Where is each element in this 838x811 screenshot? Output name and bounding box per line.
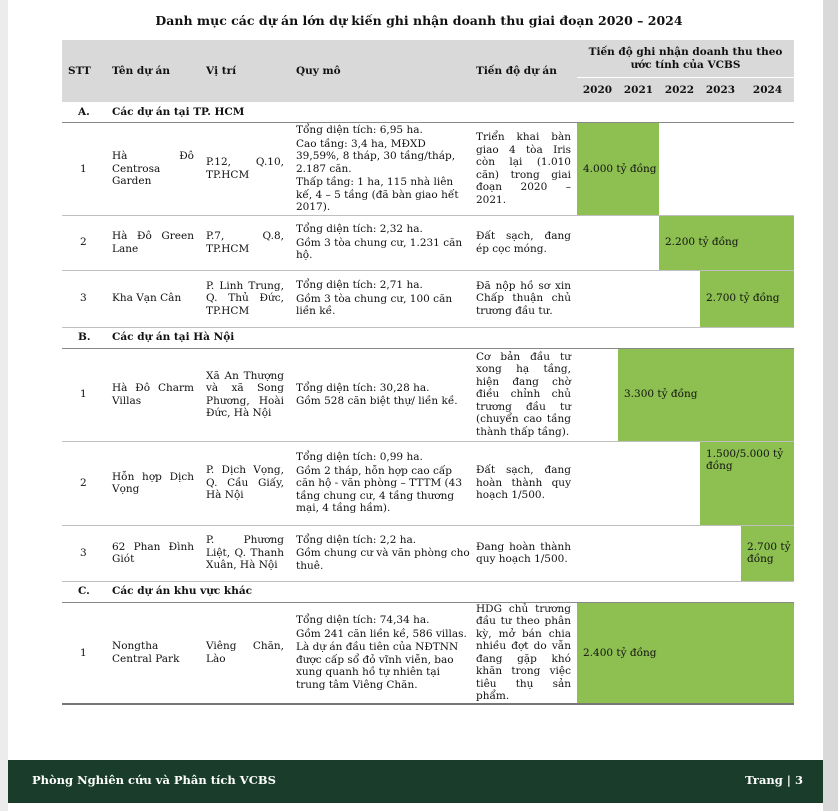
row-progress: HDG chủ trương đầu tư theo phân kỳ, mở bán chia nhiều đợt do vẫn đang gặp khó khăn trong việc tiêu thụ sản phẩm. bbox=[470, 602, 577, 704]
row-name: Hà Đô Centrosa Garden bbox=[106, 123, 200, 216]
section-row bbox=[62, 102, 794, 123]
row-stt: 3 bbox=[62, 270, 106, 327]
table-row bbox=[62, 270, 794, 327]
revenue-bar: 4.000 tỷ đồng bbox=[577, 123, 659, 216]
row-name: 62 Phan Đình Giót bbox=[106, 525, 200, 581]
row-scale bbox=[290, 270, 470, 327]
empty-cell bbox=[577, 270, 618, 327]
scale-line: Gồm 241 căn liền kề, 586 villas. bbox=[296, 627, 467, 640]
row-progress: Triển khai bàn giao 4 tòa Iris còn lại (1.010 căn) trong giai đoạn 2020 – 2021. bbox=[470, 123, 577, 216]
empty-cell bbox=[700, 123, 741, 216]
empty-cell bbox=[577, 215, 618, 270]
row-name: Hỗn hợp Dịch Vọng bbox=[106, 441, 200, 525]
scale-line: Thấp tầng: 1 ha, 115 nhà liên kế, 4 – 5 tầng (đã bàn giao hết 2017). bbox=[296, 176, 459, 213]
empty-cell bbox=[618, 525, 659, 581]
scale-line: Tổng diện tích: 2,71 ha. bbox=[296, 279, 423, 292]
row-progress: Đang hoàn thành quy hoạch 1/500. bbox=[470, 525, 577, 581]
section-title: Các dự án khu vực khác bbox=[106, 581, 794, 602]
scale-line: Gồm 2 tháp, hỗn hợp cao cấp căn hộ - văn phòng – TTTM (43 tầng chung cư, 4 tầng thương mại, 4 tầng hầm). bbox=[296, 464, 463, 515]
page-footer bbox=[8, 760, 823, 803]
scale-line: Gồm chung cư và văn phòng cho thuê. bbox=[296, 547, 470, 572]
row-stt: 1 bbox=[62, 348, 106, 441]
row-stt: 2 bbox=[62, 215, 106, 270]
empty-cell bbox=[741, 123, 794, 216]
row-location: P. Dịch Vọng, Q. Cầu Giấy, Hà Nội bbox=[200, 441, 290, 525]
row-stt: 1 bbox=[62, 123, 106, 216]
row-location: P.12, Q.10, TP.HCM bbox=[200, 123, 290, 216]
page-number: Trang | 3 bbox=[745, 773, 803, 787]
row-name: Kha Vạn Cân bbox=[106, 270, 200, 327]
row-stt: 3 bbox=[62, 525, 106, 581]
table-row bbox=[62, 215, 794, 270]
row-scale bbox=[290, 123, 470, 216]
header-progress: Tiến độ dự án bbox=[470, 40, 577, 102]
scale-line: Tổng diện tích: 30,28 ha. bbox=[296, 381, 430, 394]
empty-cell bbox=[700, 525, 741, 581]
scale-line: Gồm 3 tòa chung cư, 100 căn liền kề. bbox=[296, 292, 453, 318]
section-row bbox=[62, 581, 794, 602]
row-location: P.7, Q.8, TP.HCM bbox=[200, 215, 290, 270]
header-stt: STT bbox=[62, 40, 106, 102]
section-title: Các dự án tại TP. HCM bbox=[106, 102, 794, 123]
header-year: 2023 bbox=[700, 78, 741, 103]
row-scale bbox=[290, 348, 470, 441]
revenue-bar: 2.700 tỷ đồng bbox=[741, 525, 794, 581]
header-year: 2022 bbox=[659, 78, 700, 103]
row-scale bbox=[290, 525, 470, 581]
row-location: Xã An Thượng và xã Song Phương, Hoài Đức, Hà Nội bbox=[200, 348, 290, 441]
empty-cell bbox=[618, 441, 659, 525]
row-scale bbox=[290, 441, 470, 525]
row-progress: Đã nộp hồ sơ xin Chấp thuận chủ trương đầu tư. bbox=[470, 270, 577, 327]
row-scale bbox=[290, 602, 470, 704]
revenue-bar: 3.300 tỷ đồng bbox=[618, 348, 794, 441]
scale-line: Là dự án đầu tiên của NĐTNN được cấp sổ đỏ vĩnh viễn, bao xung quanh hồ tự nhiên tại trung tâm Viêng Chăn. bbox=[296, 641, 459, 691]
section-label: B. bbox=[62, 327, 106, 348]
page-title: Danh mục các dự án lớn dự kiến ghi nhận doanh thu giai đoạn 2020 – 2024 bbox=[155, 13, 683, 28]
empty-cell bbox=[577, 525, 618, 581]
empty-cell bbox=[659, 441, 700, 525]
row-location: Viêng Chăn, Lào bbox=[200, 602, 290, 704]
section-label: A. bbox=[62, 102, 106, 123]
table-row bbox=[62, 525, 794, 581]
scale-line: Gồm 528 căn biệt thự/ liền kề. bbox=[296, 395, 458, 407]
section-label: C. bbox=[62, 581, 106, 602]
scale-line: Tổng diện tích: 0,99 ha. bbox=[296, 451, 423, 464]
footer-department: Phòng Nghiên cứu và Phân tích VCBS bbox=[32, 773, 276, 787]
header-scale: Quy mô bbox=[290, 40, 470, 102]
empty-cell bbox=[618, 215, 659, 270]
revenue-bar: 2.700 tỷ đồng bbox=[700, 270, 794, 327]
header-year: 2020 bbox=[577, 78, 618, 103]
row-progress: Đất sạch, đang hoàn thành quy hoạch 1/500. bbox=[470, 441, 577, 525]
scale-line: Tổng diện tích: 2,32 ha. bbox=[296, 223, 423, 236]
table-row bbox=[62, 348, 794, 441]
empty-cell bbox=[577, 441, 618, 525]
section-row bbox=[62, 327, 794, 348]
revenue-bar: 2.400 tỷ đồng bbox=[577, 602, 794, 704]
row-scale bbox=[290, 215, 470, 270]
row-name: Hà Đô Green Lane bbox=[106, 215, 200, 270]
row-progress: Đất sạch, đang ép cọc móng. bbox=[470, 215, 577, 270]
row-name: Nongtha Central Park bbox=[106, 602, 200, 704]
row-stt: 2 bbox=[62, 441, 106, 525]
scale-line: Gồm 3 tòa chung cư, 1.231 căn hộ. bbox=[296, 236, 463, 262]
section-title: Các dự án tại Hà Nội bbox=[106, 327, 794, 348]
empty-cell bbox=[577, 348, 618, 441]
table-row bbox=[62, 123, 794, 216]
scrollbar[interactable] bbox=[823, 0, 838, 811]
row-stt: 1 bbox=[62, 602, 106, 704]
empty-cell bbox=[659, 525, 700, 581]
revenue-bar: 2.200 tỷ đồng bbox=[659, 215, 794, 270]
header-name: Tên dự án bbox=[106, 40, 200, 102]
projects-table bbox=[62, 40, 794, 705]
table-row bbox=[62, 441, 794, 525]
row-progress: Cơ bản đầu tư xong hạ tầng, hiện đang chờ điều chỉnh chủ trương đầu tư (chuyển cao tầng thành thấp tầng). bbox=[470, 348, 577, 441]
empty-cell bbox=[659, 270, 700, 327]
empty-cell bbox=[618, 270, 659, 327]
scale-line: Tổng diện tích: 74,34 ha. bbox=[296, 614, 430, 627]
row-location: P. Linh Trung, Q. Thủ Đức, TP.HCM bbox=[200, 270, 290, 327]
header-location: Vị trí bbox=[200, 40, 290, 102]
revenue-bar: 1.500/5.000 tỷ đồng bbox=[700, 441, 794, 525]
row-name: Hà Đô Charm Villas bbox=[106, 348, 200, 441]
row-location: P. Phương Liệt, Q. Thanh Xuân, Hà Nội bbox=[200, 525, 290, 581]
header-revenue: Tiến độ ghi nhận doanh thu theo ước tính của VCBS bbox=[577, 40, 794, 78]
scale-line: Tổng diện tích: 6,95 ha. bbox=[296, 124, 423, 136]
header-year: 2021 bbox=[618, 78, 659, 103]
scale-line: Tổng diện tích: 2,2 ha. bbox=[296, 533, 417, 546]
header-year: 2024 bbox=[741, 78, 794, 103]
table-row bbox=[62, 602, 794, 704]
scale-line: Cao tầng: 3,4 ha, MĐXD 39,59%, 8 tháp, 30 tầng/tháp, 2.187 căn. bbox=[296, 137, 456, 175]
empty-cell bbox=[659, 123, 700, 216]
